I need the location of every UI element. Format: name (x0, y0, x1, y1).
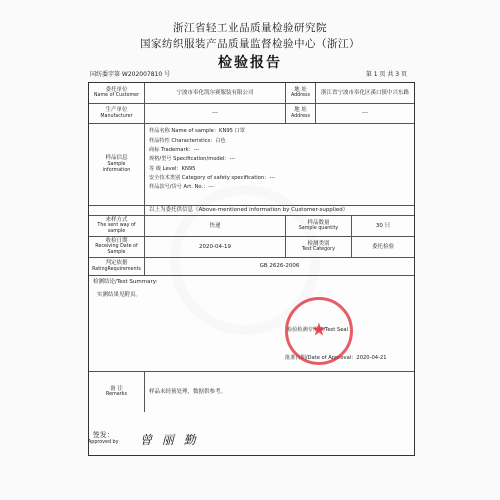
manufacturer-value: --- (212, 110, 218, 117)
rating-requirements-label: 判定依据 (105, 260, 128, 267)
test-seal-label: 检验检测专用章/Test Seal (287, 327, 349, 333)
report-title: 检验报告 (218, 55, 282, 71)
sample-line-characteristics: 样品特性 Characteristics：白色 (149, 137, 226, 144)
test-category-value: 委托检验 (371, 243, 394, 250)
receiving-date-label: 收检日期 (105, 237, 128, 244)
page-indicator: 第 1 页 共 3 页 (365, 71, 407, 78)
sample-info-label-en2: information (102, 167, 131, 173)
remarks-label: 备 注 (110, 385, 123, 392)
approved-by (88, 430, 118, 445)
client-label: 委托单位 (105, 86, 128, 93)
sample-line-trademark: 商标 Trademark：--- (149, 146, 200, 153)
manufacturer-address-value: --- (362, 110, 368, 117)
sample-info-lines (144, 124, 414, 205)
receiving-date-row (89, 236, 414, 257)
sample-quantity-label: 样品数量 (307, 219, 330, 226)
manufacturer-row (89, 103, 414, 123)
manufacturer-address-label: 地 址 (294, 107, 307, 114)
seal-star-icon: ★ (310, 319, 328, 341)
sample-info-label-en1: Sample (107, 161, 126, 167)
receiving-date-value: 2020-04-19 (199, 243, 231, 250)
test-category-label-en: Test Category (302, 247, 335, 253)
rating-requirements-label-en: RatingRequirements (92, 266, 141, 272)
sample-line-level: 等 级 Level：KN95 (149, 165, 196, 172)
approver-signature: 曾 丽 勤 (140, 433, 199, 447)
test-category-label: 检测类别 (307, 240, 330, 247)
center-name: 国家纺织服装产品质量监督检验中心（浙江） (140, 38, 360, 50)
test-summary-section (89, 275, 414, 371)
address-label-en: Address (290, 93, 311, 99)
rating-requirements-row (89, 257, 414, 275)
red-test-seal (285, 297, 353, 365)
approval-date: 批准日期/Date of Approval：2020-04-21 (285, 355, 387, 361)
manufacturer-label-en: Manufacturer (100, 113, 133, 119)
sent-way-label: 来样方式 (105, 216, 128, 223)
sent-way-value: 快递 (209, 222, 221, 229)
report-number: 国纺委字第 W202007810 号 (90, 71, 171, 78)
remarks-row (89, 371, 414, 412)
manufacturer-address-label-en: Address (290, 113, 311, 119)
receiving-date-label-en1: Receiving Date of (95, 244, 138, 250)
test-summary-label: 检测结论/Test Summary: (93, 279, 158, 285)
sample-quantity-label-en: Sample quantity (298, 226, 339, 232)
sample-line-name: 样品名称 Name of sample：KN95 口罩 (149, 128, 245, 135)
sample-quantity-value: 30 只 (375, 222, 391, 229)
approved-by-label: 签发： (92, 431, 114, 439)
sent-way-label-en2: sample (107, 229, 126, 235)
sample-line-specification: 规格/型号 Specification/model：--- (149, 156, 236, 163)
rating-requirements-value: GB 2626-2006 (259, 263, 300, 270)
test-summary-text: 实测结果见附页。 (97, 291, 142, 298)
remarks-value: 样品未经预处理，数据供参考。 (149, 388, 227, 395)
report-form (88, 82, 415, 456)
sample-line-art-no: 样品款号/货号 Art. No.：--- (149, 184, 214, 191)
institute-name: 浙江省轻工业品质量检验研究院 (173, 22, 327, 34)
supplied-info-note: 以上为委托供信息（Above-mentioned information by Customer-supplied） (149, 207, 349, 214)
sample-line-safety-category: 安全技术类别 Category of safety specification：--- (149, 174, 275, 181)
supplied-info-note-row (89, 205, 414, 215)
sample-info-row (89, 123, 414, 205)
approved-by-label-en: Approved by (88, 440, 119, 445)
sample-info-label: 样品信息 (105, 155, 128, 162)
receiving-date-label-en2: Sample (107, 250, 126, 256)
manufacturer-label: 生产单位 (105, 107, 128, 114)
remarks-label-en: Remarks (106, 392, 127, 398)
client-label-en: Name of Customer (93, 93, 140, 99)
sent-way-row (89, 215, 414, 236)
address-value: 浙江省宁波市奉化区溪口镇中兴东路 (320, 89, 409, 96)
client-row (89, 83, 414, 103)
sent-way-label-en1: The sent way of (97, 223, 136, 229)
address-label: 地 址 (294, 86, 307, 93)
client-value: 宁波市奉化凯尔赛服装有限公司 (176, 89, 254, 96)
